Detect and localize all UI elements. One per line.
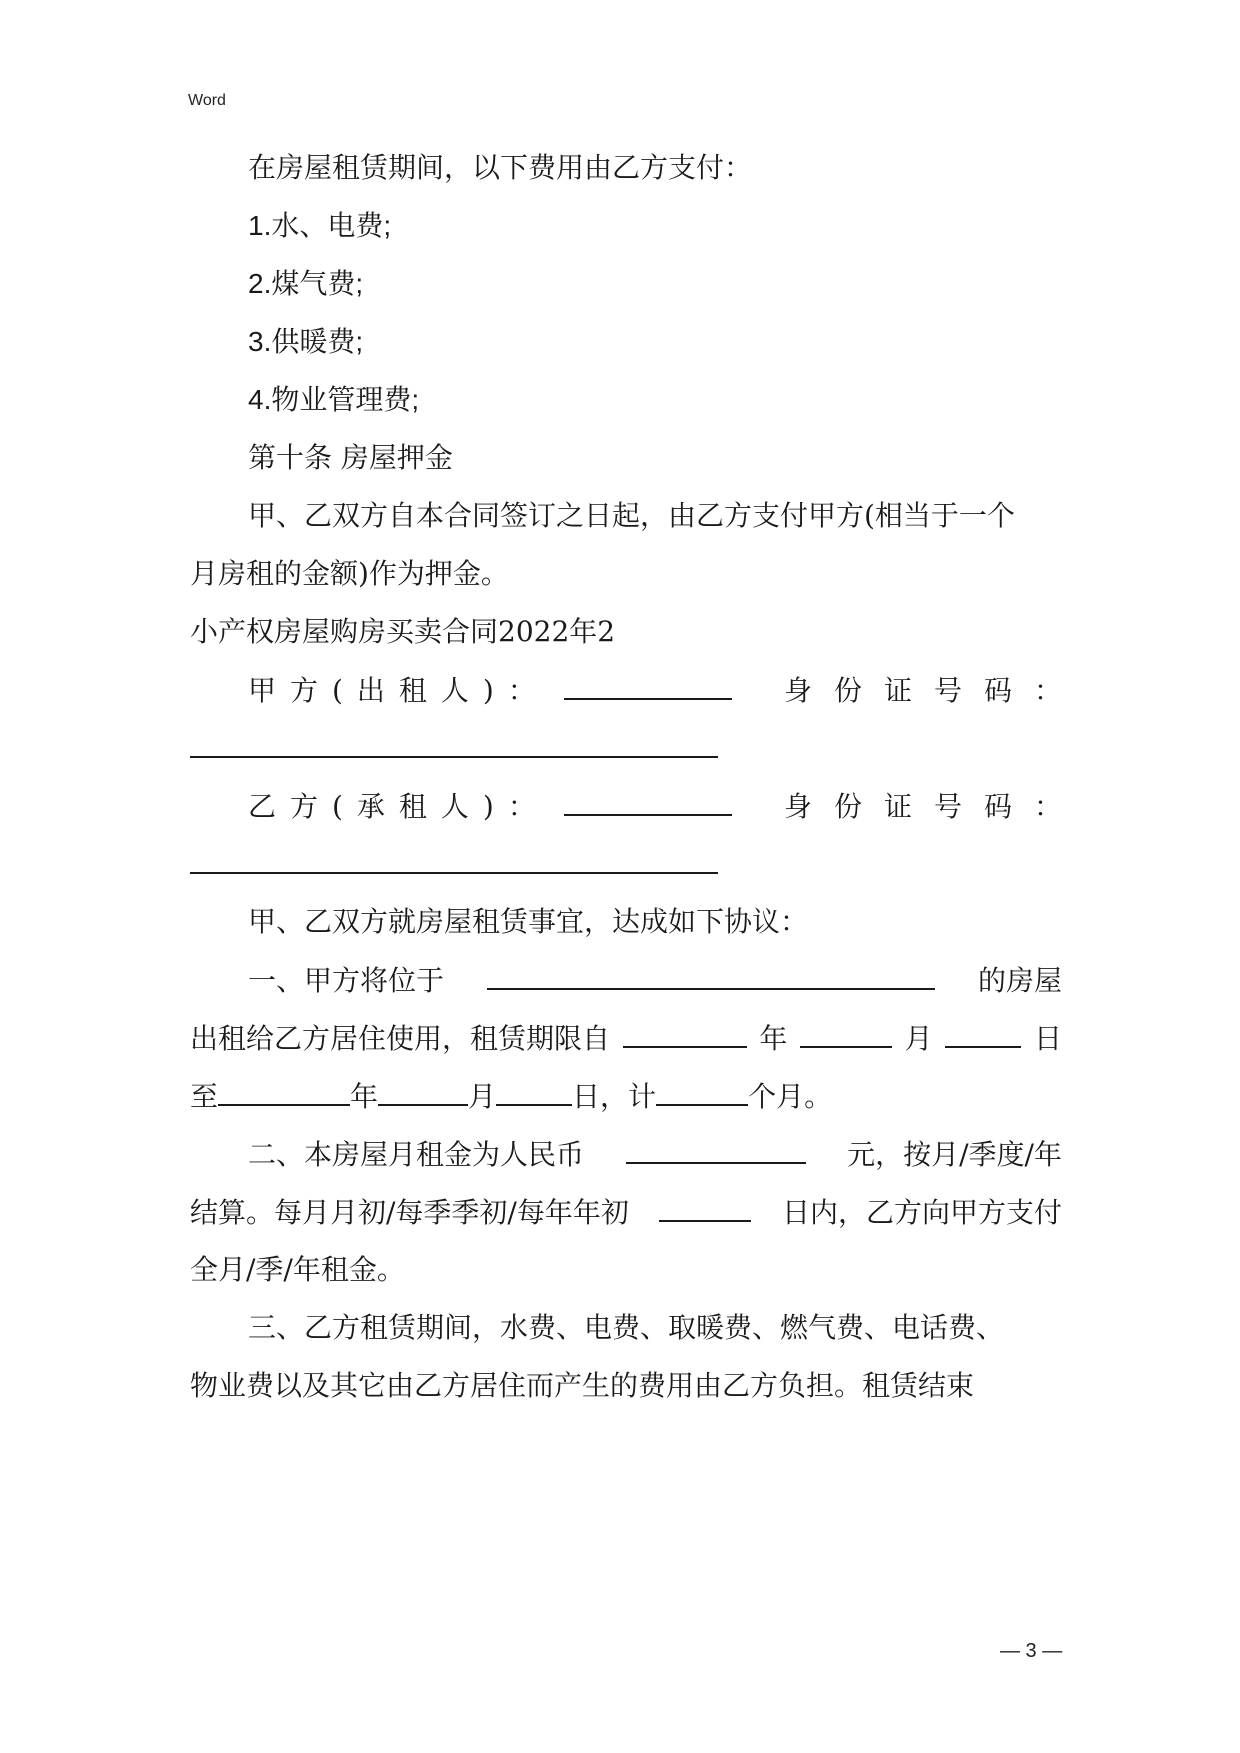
month-label: 月 <box>468 1080 497 1113</box>
document-title: 小产权房屋购房买卖合同2022年2 <box>190 615 616 648</box>
list-item: 1.水、电费; <box>248 210 392 241</box>
paragraph-line: 甲、乙双方自本合同签订之日起，由乙方支付甲方(相当于一个 <box>248 499 1015 532</box>
year-label: 年 <box>350 1080 379 1113</box>
party-a-line <box>248 672 1084 709</box>
end-year-blank[interactable] <box>218 1078 350 1106</box>
rent-amount-blank[interactable] <box>626 1136 806 1164</box>
list-item: 3.供暖费; <box>248 326 364 357</box>
list-item: 2.煤气费; <box>248 268 364 299</box>
clause-1-line-2 <box>190 1020 1062 1057</box>
paragraph-line: 甲、乙双方就房屋租赁事宜，达成如下协议： <box>248 905 809 938</box>
party-a-label: 甲方(出租人)： <box>248 674 550 707</box>
start-day-blank[interactable] <box>945 1020 1021 1048</box>
year-label: 年 <box>759 1022 788 1055</box>
payment-day-blank[interactable] <box>659 1194 751 1222</box>
clause-2-line-1 <box>248 1136 1062 1173</box>
start-year-blank[interactable] <box>623 1020 747 1048</box>
section-heading: 第十条 房屋押金 <box>248 441 453 474</box>
clause-text: 日内，乙方向甲方支付 <box>781 1196 1062 1229</box>
id-number-label: 身份证号码： <box>783 790 1084 823</box>
page-number: — 3 — <box>1000 1640 1063 1662</box>
end-day-blank[interactable] <box>496 1078 572 1106</box>
party-a-id-blank[interactable] <box>190 756 718 758</box>
clause-3-line-2: 物业费以及其它由乙方居住而产生的费用由乙方负担。租赁结束 <box>190 1369 975 1402</box>
clause-text: 的房屋 <box>977 964 1062 997</box>
clause-1-line-3 <box>190 1078 1062 1115</box>
list-item: 4.物业管理费; <box>248 384 420 415</box>
id-number-label: 身份证号码： <box>783 674 1084 707</box>
clause-text: 二、本房屋月租金为人民币 <box>248 1138 585 1171</box>
clause-3-line-1: 三、乙方租赁期间，水费、电费、取暖费、燃气费、电话费、 <box>248 1311 1005 1344</box>
property-address-blank[interactable] <box>487 962 935 990</box>
day-label: 日 <box>1033 1022 1062 1055</box>
party-b-id-blank[interactable] <box>190 872 718 874</box>
to-label: 至 <box>190 1080 219 1113</box>
end-month-blank[interactable] <box>378 1078 468 1106</box>
clause-text: 一、甲方将位于 <box>248 964 445 997</box>
clause-1-line-1 <box>248 962 1062 999</box>
total-months-blank[interactable] <box>656 1078 748 1106</box>
party-b-name-blank[interactable] <box>564 788 732 816</box>
day-total-label: 日，计 <box>572 1080 657 1113</box>
month-label: 月 <box>904 1022 933 1055</box>
months-label: 个月。 <box>748 1080 833 1113</box>
clause-2-line-3: 全月/季/年租金。 <box>190 1253 405 1286</box>
party-b-line <box>248 788 1084 825</box>
clause-2-line-2 <box>190 1194 1062 1231</box>
clause-text: 元，按月/季度/年 <box>847 1138 1062 1171</box>
clause-text: 出租给乙方居住使用，租赁期限自 <box>190 1022 611 1055</box>
paragraph-line: 月房租的金额)作为押金。 <box>190 557 509 590</box>
clause-text: 结算。每月月初/每季季初/每年年初 <box>190 1196 629 1229</box>
header-label: Word <box>188 92 226 109</box>
party-b-label: 乙方(承租人)： <box>248 790 550 823</box>
paragraph-line: 在房屋租赁期间，以下费用由乙方支付： <box>248 151 753 184</box>
party-a-name-blank[interactable] <box>564 672 732 700</box>
start-month-blank[interactable] <box>800 1020 892 1048</box>
